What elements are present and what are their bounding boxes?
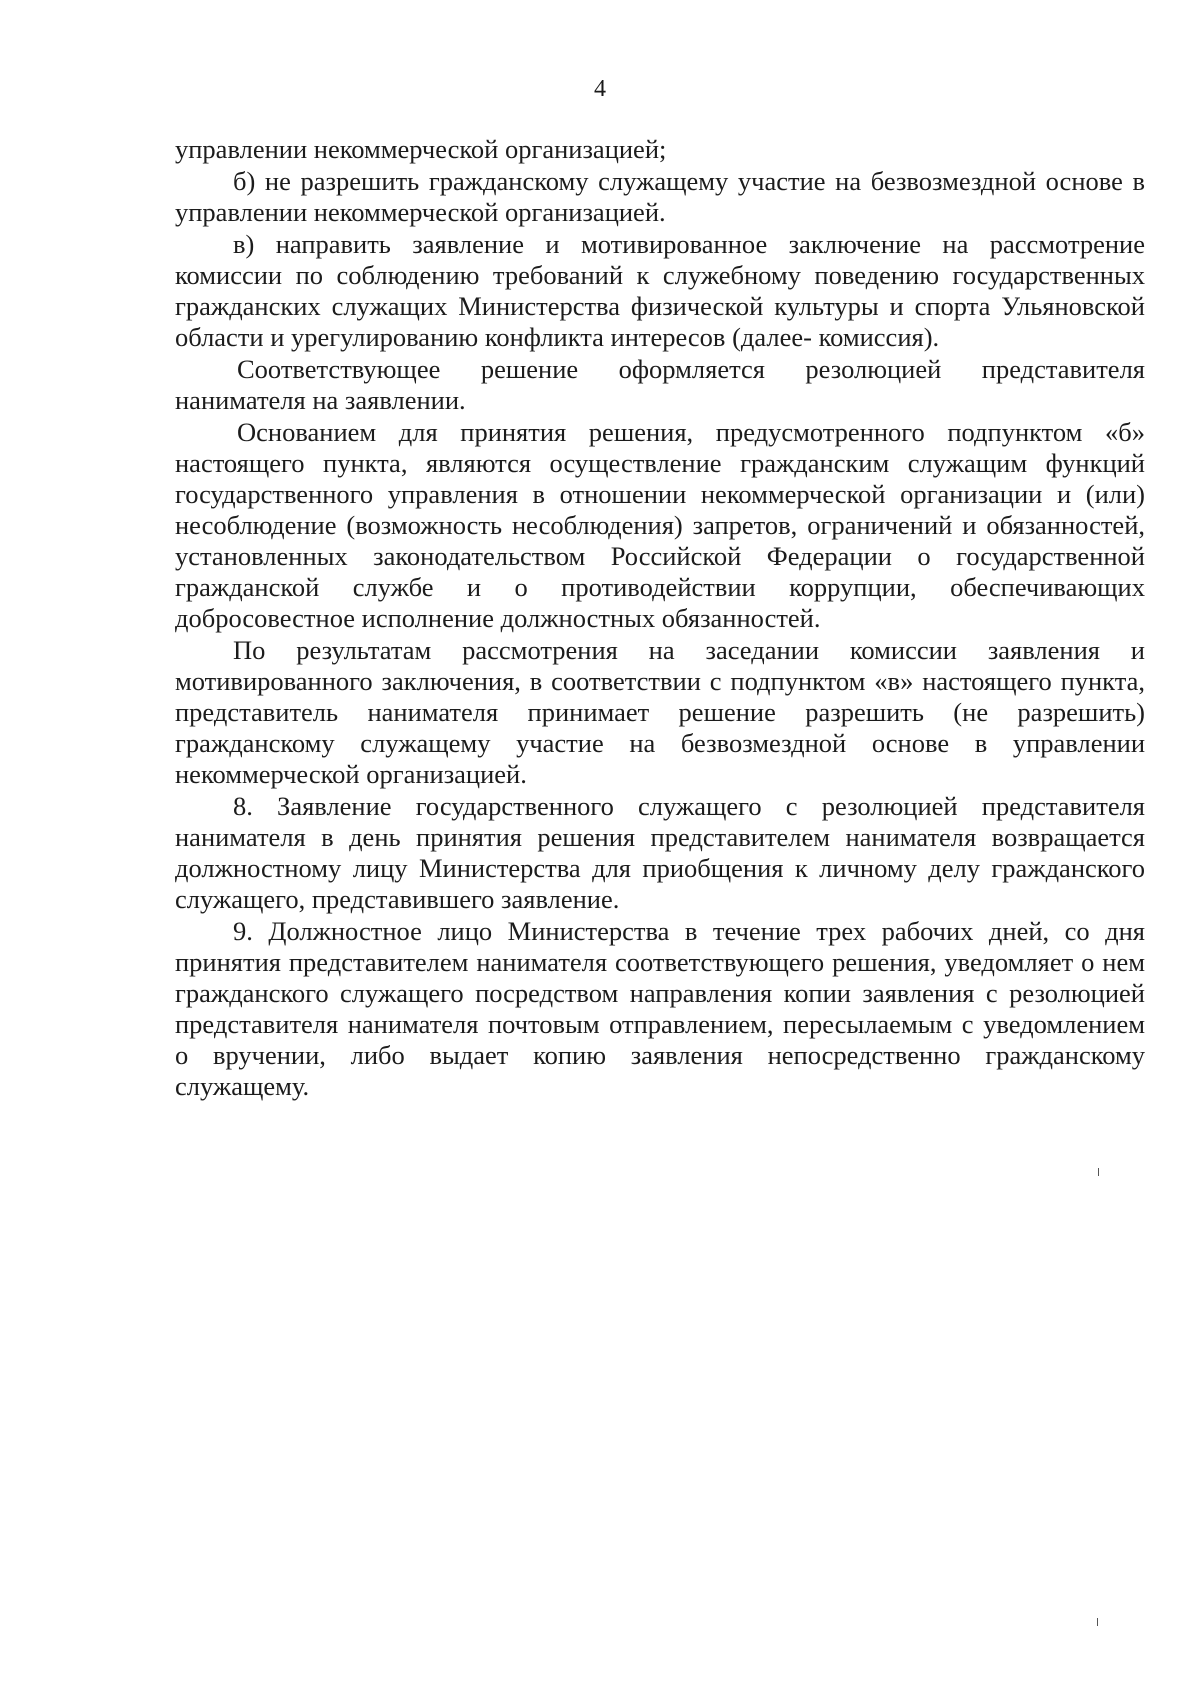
paragraph-commission-results: По результатам рассмотрения на заседании комиссии заявления и мотивированного заключения, в соответствии с подпунктом «в» настоящего пункта, представитель нанимателя принимает решение разрешить (не разрешить) гражданскому служащему участие на безвозмездной основе в управлении некоммерческой организацией.: [175, 635, 1145, 789]
paragraph-grounds: Основанием для принятия решения, предусмотренного подпунктом «б» настоящего пункта, являются осуществление гражданским служащим функций государственного управления в отношении некоммерческой организации и (или) несоблюдение (возможность несоблюдения) запретов, ограничений и обязанностей, установленных законодательством Российской Федерации о государственной гражданской службе и о противодействии коррупции, обеспечивающих добросовестное исполнение должностных обязанностей.: [175, 417, 1145, 633]
paragraph-continuation: управлении некоммерческой организацией;: [175, 134, 667, 164]
scan-speck: [1098, 1168, 1099, 1176]
paragraph-item-b: б) не разрешить гражданскому служащему участие на безвозмездной основе в управлении некоммерческой организацией.: [175, 166, 1145, 227]
paragraph-item-9: 9. Должностное лицо Министерства в течение трех рабочих дней, со дня принятия представителем нанимателя соответствующего решения, уведомляет о нем гражданского служащего посредством направления копии заявления с резолюцией представителя нанимателя почтовым отправлением, пересылаемым с уведомлением о вручении, либо выдает копию заявления непосредственно гражданскому служащему.: [175, 916, 1145, 1101]
paragraph-resolution: Соответствующее решение оформляется резолюцией представителя нанимателя на заявлении.: [175, 354, 1145, 415]
scan-speck: [1097, 1618, 1098, 1626]
page-number: 4: [594, 76, 606, 102]
paragraph-item-v: в) направить заявление и мотивированное заключение на рассмотрение комиссии по соблюдению требований к служебному поведению государственных гражданских служащих Министерства физической культуры и спорта Ульяновской области и урегулированию конфликта интересов (далее- комиссия).: [175, 229, 1145, 352]
document-body: [175, 134, 1145, 1103]
paragraph-item-8: 8. Заявление государственного служащего с резолюцией представителя нанимателя в день принятия решения представителем нанимателя возвращается должностному лицу Министерства для приобщения к личному делу гражданского служащего, представившего заявление.: [175, 791, 1145, 914]
